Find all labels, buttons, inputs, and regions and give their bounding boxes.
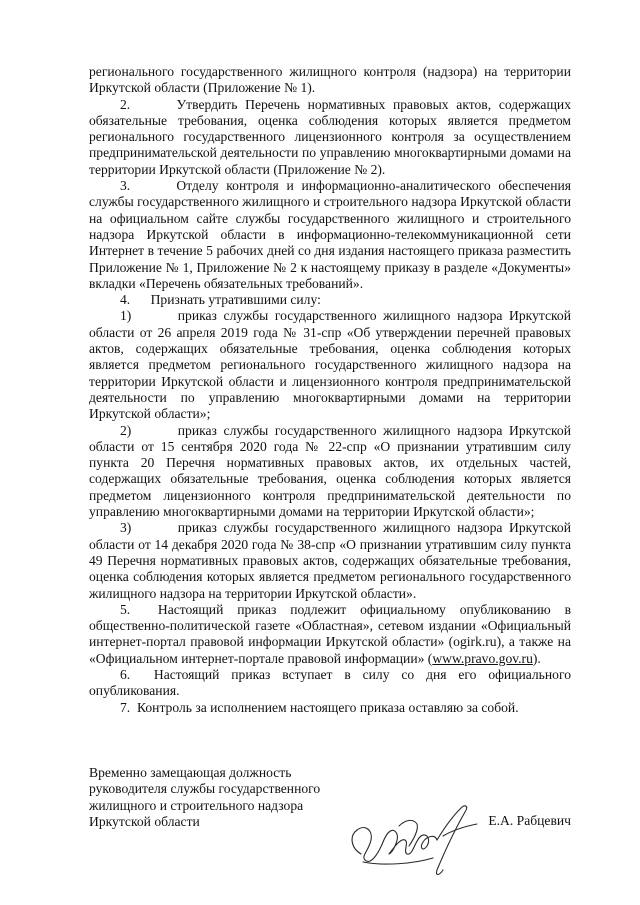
paragraph-4: 4. Признать утратившими силу: [120,292,321,308]
paragraph-1-continuation: регионального государственного жилищного контроля (надзора) на территории Иркутской области (Приложение № 1). [89,64,571,96]
order-body [89,64,571,716]
paragraph-4-item-1: 1) приказ службы государственного жилищного надзора Иркутской области от 26 апреля 2019 года № 31-спр «Об утверждении перечней правовых актов, содержащих обязательные требования, оценка соблюдения которых является предметом регионального государственного жилищного надзора на территории Иркутской области и лицензионного контроля предпринимательской деятельности по управлению многоквартирными домами на территории Иркутской области»; [89,308,571,422]
position-line: жилищного и строительного надзора [89,797,304,813]
position-line: Иркутской области [89,813,200,829]
paragraph-6: 6. Настоящий приказ вступает в силу со дня его официального опубликования. [89,666,571,699]
paragraph-5-tail: ). [532,650,541,666]
paragraph-7: 7. Контроль за исполнением настоящего приказа оставляю за собой. [120,699,519,715]
paragraph-4-item-3: 3) приказ службы государственного жилищного надзора Иркутской области от 14 декабря 2020 года № 38-спр «О признании утратившим силу пункта 49 Перечня нормативных правовых актов, содержащих обязательные требования, оценка соблюдения которых является предметом регионального государственного жилищного надзора на территории Иркутской области». [89,520,571,601]
paragraph-5-text: 5. Настоящий приказ подлежит официальному опубликованию в общественно-политической газете «Областная», сетевом издании «Официальный интернет-портал правовой информации Иркутской области» (ogirk.ru), а также на «Официальном интернет-портале правовой информации» ( [89,601,571,666]
paragraph-4-item-2: 2) приказ службы государственного жилищного надзора Иркутской области от 15 сентября 2020 года № 22-спр «О признании утратившим силу пункта 20 Перечня нормативных правовых актов, их отдельных частей, содержащих обязательные требования, оценка соблюдения которых является предметом лицензионного контроля предпринимательской деятельности по управлению многоквартирными домами на территории Иркутской области»; [89,422,571,520]
paragraph-5 [89,602,571,667]
signer-name: Е.А. Рабцевич [488,813,571,828]
pravo-gov-link[interactable]: www.pravo.gov.ru [432,650,533,666]
position-line: Временно замещающая должность [89,765,292,780]
paragraph-2: 2. Утвердить Перечень нормативных правовых актов, содержащих обязательные требования, оценка соблюдения которых является предметом регионального государственного лицензионного контроля за осуществлением предпринимательской деятельности по управлению многоквартирными домами на территории Иркутской области (Приложение № 2). [89,96,571,177]
position-line: руководителя службы государственного [89,781,321,797]
paragraph-3: 3. Отделу контроля и информационно-аналитического обеспечения службы государственного жилищного и строительного надзора Иркутской области на официальном сайте службы государственного жилищного и строительного надзора Иркутской области в информационно-телекоммуникационной сети Интернет в течение 5 рабочих дней со дня издания настоящего приказа разместить Приложение № 1, Приложение № 2 к настоящему приказу в разделе «Документы» вкладки «Перечень обязательных требований». [89,178,571,291]
handwritten-signature [343,796,491,880]
